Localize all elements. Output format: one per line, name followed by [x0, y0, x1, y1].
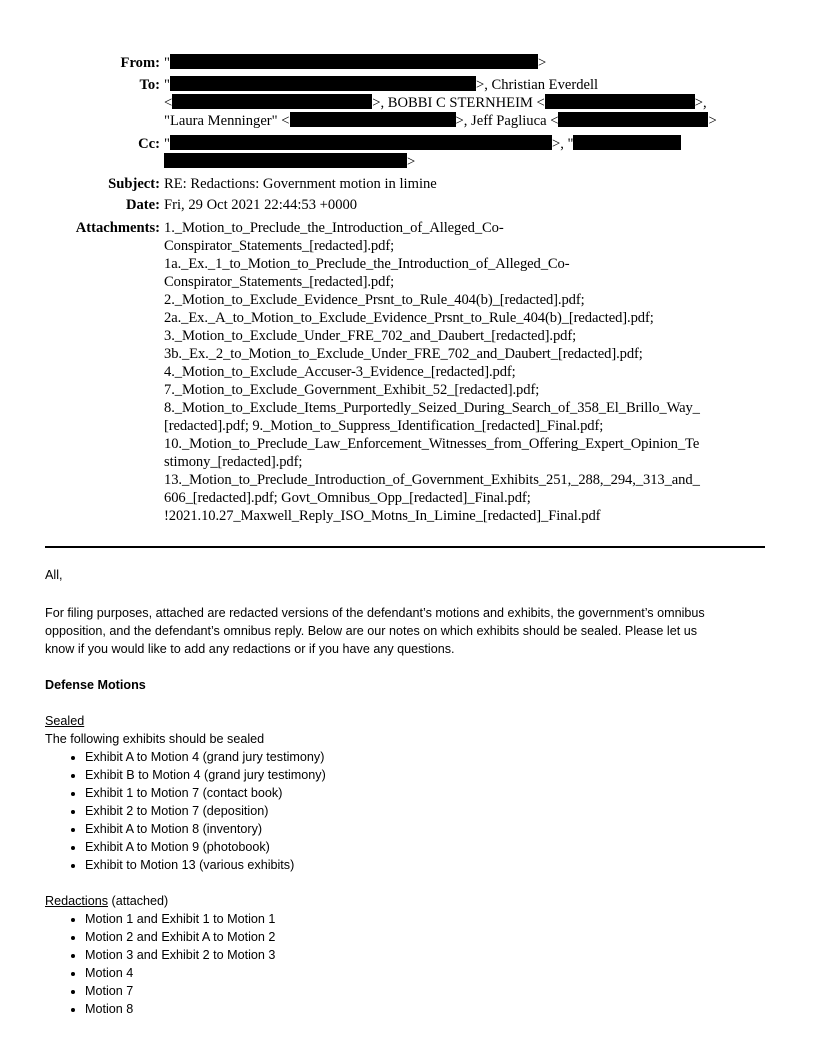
attachment-line: 1._Motion_to_Preclude_the_Introduction_of_Alleged_Co- [164, 220, 504, 236]
redaction-bar [545, 94, 695, 109]
attachments-list [164, 219, 764, 525]
intro-line: For filing purposes, attached are redacted versions of the defendant’s motions and exhibits, the government’s omnibus [45, 606, 705, 620]
attachment-line: 1a._Ex._1_to_Motion_to_Preclude_the_Introduction_of_Alleged_Co- [164, 256, 570, 272]
redaction-bar [170, 76, 476, 91]
to-line-1: " >, Christian Everdell [164, 77, 599, 93]
attachments-label: Attachments: [75, 220, 160, 236]
attachment-line: 3._Motion_to_Exclude_Under_FRE_702_and_Daubert_[redacted].pdf; [164, 328, 577, 344]
attachment-line: 7._Motion_to_Exclude_Government_Exhibit_52_[redacted].pdf; [164, 382, 540, 398]
list-item: • Motion 2 and Exhibit A to Motion 2 [85, 928, 770, 946]
date-label: Date: [125, 197, 160, 213]
attachment-line: !2021.10.27_Maxwell_Reply_ISO_Motns_In_Limine_[redacted]_Final.pdf [164, 508, 601, 524]
from-value: " > [164, 55, 547, 71]
message-body [45, 566, 770, 1018]
subject-value: RE: Redactions: Government motion in limine [164, 176, 437, 192]
redaction-bar [164, 153, 407, 168]
redaction-bar [170, 135, 552, 150]
attachment-line: Conspirator_Statements_[redacted].pdf; [164, 238, 395, 254]
list-item: • Exhibit to Motion 13 (various exhibits) [85, 856, 770, 874]
cc-label: Cc: [138, 136, 160, 152]
to-line-3: "Laura Menninger" < >, Jeff Pagliuca < > [164, 113, 717, 129]
sealed-list [45, 748, 770, 874]
attachment-line: 606_[redacted].pdf; Govt_Omnibus_Opp_[redacted]_Final.pdf; [164, 490, 531, 506]
intro-paragraph [45, 604, 770, 658]
list-item: • Motion 3 and Exhibit 2 to Motion 3 [85, 946, 770, 964]
attachment-line: 10._Motion_to_Preclude_Law_Enforcement_Witnesses_from_Offering_Expert_Opinion_Te [164, 436, 700, 452]
redaction-bar [290, 112, 456, 127]
list-item: • Motion 4 [85, 964, 770, 982]
list-item: • Exhibit A to Motion 9 (photobook) [85, 838, 770, 856]
cc-line-1: " >, " [164, 135, 681, 153]
attachment-line: 2a._Ex._A_to_Motion_to_Exclude_Evidence_Prsnt_to_Rule_404(b)_[redacted].pdf; [164, 310, 654, 326]
intro-line: know if you would like to add any redactions or if you have any questions. [45, 642, 455, 656]
attachment-line: 8._Motion_to_Exclude_Items_Purportedly_Seized_During_Search_of_358_El_Brillo_Way_ [164, 400, 700, 416]
redactions-heading: Redactions [45, 894, 109, 908]
attachment-line: 3b._Ex._2_to_Motion_to_Exclude_Under_FRE_702_and_Daubert_[redacted].pdf; [164, 346, 643, 362]
section-title: Defense Motions [45, 678, 146, 692]
list-item: • Exhibit A to Motion 8 (inventory) [85, 820, 770, 838]
attachment-line: stimony_[redacted].pdf; [164, 454, 303, 470]
to-label: To: [139, 77, 160, 93]
redaction-list [45, 910, 770, 1018]
list-item: • Motion 8 [85, 1000, 770, 1018]
to-line-2: < >, BOBBI C STERNHEIM < >, [164, 95, 707, 111]
sealed-intro: The following exhibits should be sealed [45, 732, 265, 746]
redactions-suffix: (attached) [108, 894, 169, 908]
list-item: • Exhibit A to Motion 4 (grand jury testimony) [85, 748, 770, 766]
intro-line: opposition, and the defendant’s omnibus reply. Below are our notes on which exhibits should be sealed. Please let us [45, 624, 698, 638]
list-item: • Exhibit 1 to Motion 7 (contact book) [85, 784, 770, 802]
list-item: • Motion 7 [85, 982, 770, 1000]
list-item: • Exhibit B to Motion 4 (grand jury testimony) [85, 766, 770, 784]
redaction-bar [558, 112, 708, 127]
redaction-bar [170, 54, 538, 69]
redaction-bar [573, 135, 681, 150]
list-item: • Motion 1 and Exhibit 1 to Motion 1 [85, 910, 770, 928]
attachment-line: 4._Motion_to_Exclude_Accuser-3_Evidence_[redacted].pdf; [164, 364, 516, 380]
attachment-line: Conspirator_Statements_[redacted].pdf; [164, 274, 395, 290]
list-item: • Exhibit 2 to Motion 7 (deposition) [85, 802, 770, 820]
date-value: Fri, 29 Oct 2021 22:44:53 +0000 [164, 197, 358, 213]
attachment-line: 2._Motion_to_Exclude_Evidence_Prsnt_to_Rule_404(b)_[redacted].pdf; [164, 292, 585, 308]
subject-label: Subject: [108, 176, 160, 192]
sealed-heading: Sealed [45, 714, 85, 728]
greeting: All, [45, 568, 63, 582]
redaction-bar [172, 94, 372, 109]
attachment-line: 13._Motion_to_Preclude_Introduction_of_Government_Exhibits_251,_288,_294,_313_and_ [164, 472, 700, 488]
attachment-line: [redacted].pdf; 9._Motion_to_Suppress_Identification_[redacted]_Final.pdf; [164, 418, 604, 434]
cc-line-2: > [164, 153, 415, 171]
header-divider [45, 546, 765, 548]
from-label: From: [120, 55, 160, 71]
